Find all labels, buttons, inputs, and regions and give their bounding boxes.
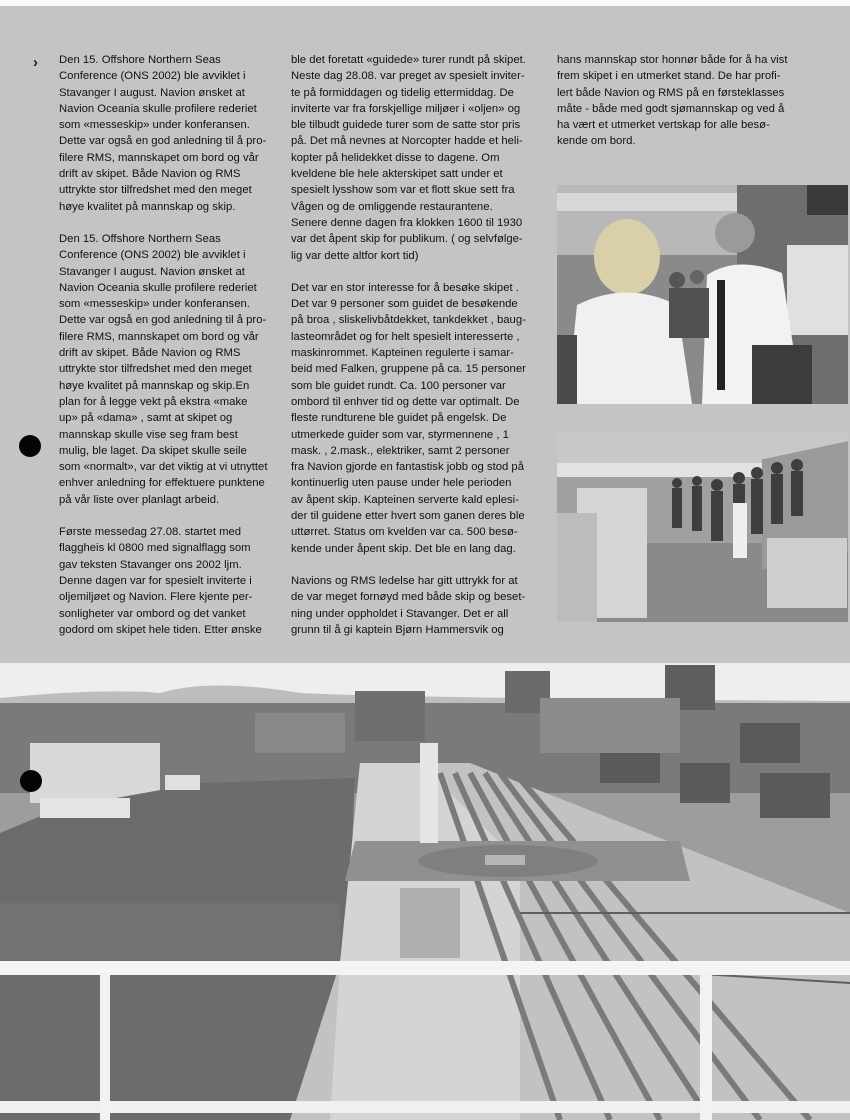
chevron-bullet-icon: › (33, 54, 38, 71)
binder-hole (19, 435, 41, 457)
article-column-3 (557, 52, 817, 166)
paragraph: Navions og RMS ledelse har gitt uttrykk for at de var meget fornøyd med både skip og beset- ning under oppholdet i Stavanger. Det er all grunn til å gi kaptein Bjørn Hammersvik og (291, 574, 526, 636)
harbour-deck-photo (0, 663, 850, 1120)
bridge-visitors-photo (557, 185, 848, 404)
top-border (0, 0, 850, 6)
paragraph: hans mannskap stor honnør både for å ha vist frem skipet i en utmerket stand. De har profi- lert både Navion og RMS på en førsteklasses måte - både med godt sjømannskap og ved å ha vært et utmerket vertskap for alle besø- kende om bord. (557, 54, 788, 148)
article-column-2 (291, 52, 551, 654)
paragraph: Første messedag 27.08. startet med flaggheis kl 0800 med signalflagg som gav teksten Stavanger ons 2002 ljm. Denne dagen var for spesielt inviterte i oljemiljøet og Navion. Flere kjente per- sonligheter var ombord og det vanket godord om skipet hele tiden. Etter ønske (59, 526, 262, 636)
paragraph: Den 15. Offshore Northern Seas Conference (ONS 2002) ble avviklet i Stavanger I august. Navion ønsket at Navion Oceania skulle profilere rederiet som «messeskip» under konferansen. Dette var også en god anledning til å pro- filere RMS, mannskapet om bord og vår drift av skipet. Både Navion og RMS uttrykte stor tilfredshet med den meget høye kvalitet på mannskap og skip.En plan for å legge vekt på ekstra «make up» på «dama» , samt at skipet og mannskap skulle vise seg fram best mulig, ble laget. Da skipet skulle seile som «normalt», var det viktig at vi utnyttet enhver anledning for effektuere punktene på vår liste over planlagt arbeid. (59, 232, 268, 506)
bridge-crowd-photo (557, 433, 848, 622)
paragraph: Den 15. Offshore Northern Seas Conference (ONS 2002) ble avviklet i Stavanger I august. Navion ønsket at Navion Oceania skulle profilere rederiet som «messeskip» under konferansen. Dette var også en god anledning til å pro- filere RMS, mannskapet om bord og vår drift av skipet. Både Navion og RMS uttrykte stor tilfredshet med den meget høye kvalitet på mannskap og skip. (59, 54, 267, 213)
paragraph: Det var en stor interesse for å besøke skipet . Det var 9 personer som guidet de besøkende på broa , sliskelivbåtdekket, tankdekket , baug- lasteområdet og for helt spesielt interesserte , maskinrommet. Kapteinen regulerte i samar- beid med Falken, gruppene på ca. 15 personer som ble guidet rundt. Ca. 100 personer var ombord til enhver tid og dette var optimalt. De fleste rundturene ble guidet på engelsk. De utmerkede guider som var, styrmennene , 1 mask. , 2.mask., elektriker, samt 2 personer fra Navion gjorde en fantastisk jobb og stod på kontinuerlig uten pause under hele perioden av åpent skip. Kapteinen serverte kald eplesi- der til guidene etter hvert som ganen deres ble uttørret. Status om kvelden var ca. 500 besø- kende under åpent skip. Det ble en lang dag. (291, 281, 526, 555)
binder-hole (20, 770, 42, 792)
paragraph: ble det foretatt «guidede» turer rundt på skipet. Neste dag 28.08. var preget av spesielt inviter- te på formiddagen og tidelig ettermiddag. De inviterte var fra forskjellige miljøer i «oljen» og ble tilbudt guidede turer som de satte stor pris på. Det må nevnes at Norcopter hadde et heli- kopter på helidekket disse to dagene. Om kveldene ble hele akterskipet satt under et spesielt lysshow som var et flott skue sett fra Vågen og de omliggende restaurantene. Senere denne dagen fra klokken 1600 til 1930 var det åpent skip for publikum. ( og selvfølge- lig var dette altfor kort tid) (291, 54, 526, 262)
article-column-1 (59, 52, 273, 654)
